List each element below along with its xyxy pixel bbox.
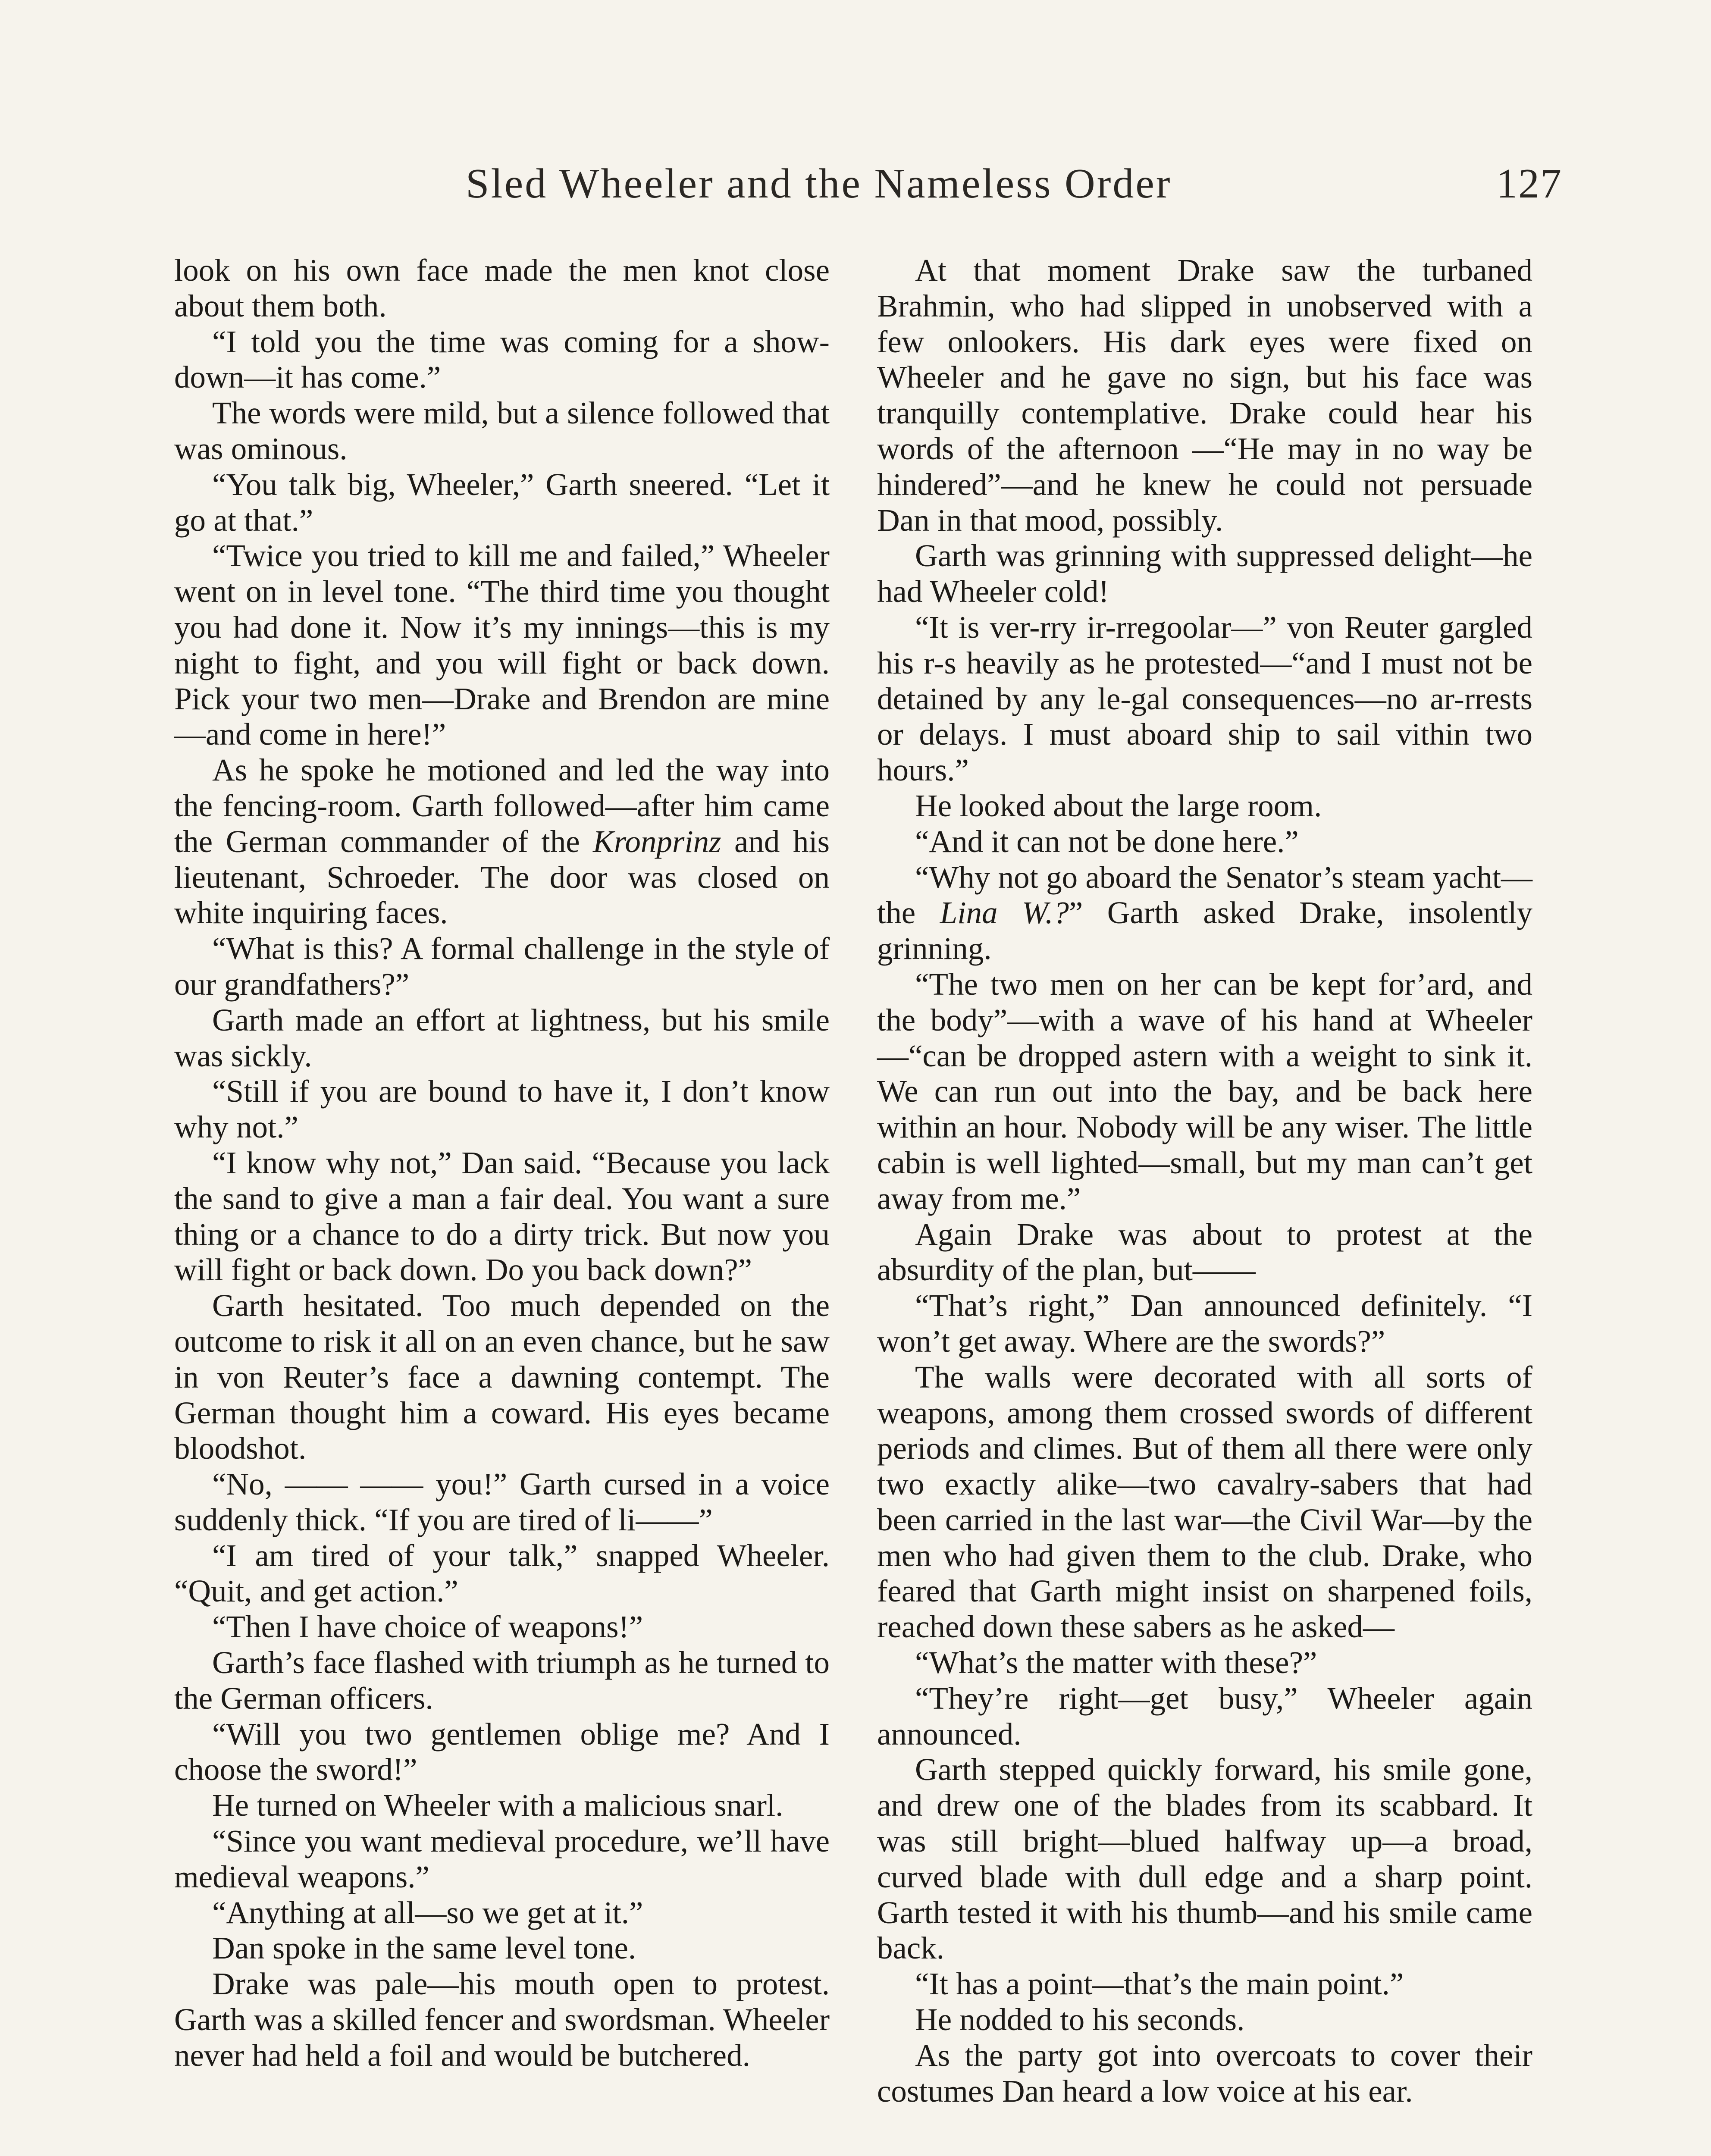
paragraph: The words were mild, but a silence followed that was ominous.: [174, 395, 830, 466]
paragraph: “Since you want medieval procedure, we’ll have medieval weapons.”: [174, 1824, 830, 1894]
paragraph: Garth stepped quickly forward, his smile gone, and drew one of the blades from its scabbard. It was still bright—blued halfway up—a broad, curved blade with dull edge and a sharp point. Garth tested it with his thumb—and his smile came back.: [877, 1752, 1532, 1966]
paragraph-text: and his lieutenant, Schroeder. The door was closed on white inquiring faces.: [174, 824, 830, 931]
paragraph: “No, —— —— you!” Garth cursed in a voice suddenly thick. “If you are tired of li——”: [174, 1467, 830, 1537]
paragraph: “The two men on her can be kept for’ard, and the body”—with a wave of his hand at Wheeler—“can be dropped astern with a weight to sink it. We can run out into the bay, and be back here within an hour. Nobody will be any wiser. The little cabin is well lighted—small, but my man can’t get away from me.”: [877, 966, 1532, 1216]
left-column: [174, 253, 830, 2074]
paragraph: “They’re right—get busy,” Wheeler again announced.: [877, 1680, 1532, 1752]
paragraph: Garth was grinning with suppressed delight—he had Wheeler cold!: [877, 538, 1532, 609]
paragraph: “Then I have choice of weapons!”: [212, 1609, 643, 1645]
paragraph: [174, 752, 830, 931]
paragraph: Garth hesitated. Too much depended on the outcome to risk it all on an even chance, but he saw in von Reuter’s face a dawning contempt. The German thought him a coward. His eyes became bloodshot.: [174, 1288, 830, 1466]
paragraph: “It is ver-rry ir-rregoolar—” von Reuter gargled his r-s heavily as he protested—“and I must not be detained by any le-gal consequences—no ar-rrests or delays. I must aboard ship to sail vithin two hours.”: [877, 609, 1532, 788]
paragraph: The walls were decorated with all sorts of weapons, among them crossed swords of different periods and climes. But of them all there were only two exactly alike—two cavalry-sabers that had been carried in the last war—the Civil War—by the men who had given them to the club. Drake, who feared that Garth might insist on sharpened foils, reached down these sabers as he asked—: [877, 1359, 1532, 1645]
paragraph: Dan spoke in the same level tone.: [212, 1930, 636, 1966]
page-number: 127: [1496, 160, 1562, 207]
paragraph: “Will you two gentlemen oblige me? And I choose the sword!”: [174, 1716, 830, 1787]
right-column: [877, 253, 1532, 2109]
paragraph: He nodded to his seconds.: [915, 2002, 1245, 2037]
paragraph: “Twice you tried to kill me and failed,” Wheeler went on in level tone. “The third time you thought you had done it. Now it’s my innings—this is my night to fight, and you will fight or back down. Pick your two men—Drake and Brendon are mine—and come in here!”: [174, 538, 830, 752]
paragraph: “I am tired of your talk,” snapped Wheeler. “Quit, and get action.”: [174, 1538, 830, 1609]
paragraph-text: “Why not go aboard the Senator’s steam yacht—the: [877, 859, 1532, 931]
paragraph: As the party got into overcoats to cover their costumes Dan heard a low voice at his ear.: [877, 2037, 1532, 2109]
ship-name: Kronprinz: [593, 824, 721, 859]
paragraph: “What is this? A formal challenge in the style of our grandfathers?”: [174, 931, 830, 1002]
paragraph: “Anything at all—so we get at it.”: [212, 1895, 643, 1930]
paragraph-text: ” Garth asked Drake, insolently grinning.: [877, 895, 1532, 966]
paragraph: “Still if you are bound to have it, I don’t know why not.”: [174, 1074, 830, 1145]
running-title: Sled Wheeler and the Nameless Order: [466, 160, 1172, 207]
paragraph: He turned on Wheeler with a malicious snarl.: [212, 1788, 783, 1823]
paragraph: “And it can not be done here.”: [915, 824, 1299, 859]
paragraph: “You talk big, Wheeler,” Garth sneered. “Let it go at that.”: [174, 467, 830, 538]
paragraph: He looked about the large room.: [915, 788, 1322, 823]
paragraph-text: As he spoke he motioned and led the way into the fencing-room. Garth followed—after him came the German commander of the: [174, 752, 830, 859]
paragraph: At that moment Drake saw the turbaned Brahmin, who had slipped in unobserved with a few onlookers. His dark eyes were fixed on Wheeler and he gave no sign, but his face was tranquilly contemplative. Drake could hear his words of the afternoon —“He may in no way be hindered”—and he knew he could not persuade Dan in that mood, possibly.: [877, 253, 1532, 538]
paragraph: look on his own face made the men knot close about them both.: [174, 253, 830, 323]
paragraph: Drake was pale—his mouth open to protest. Garth was a skilled fencer and swordsman. Wheeler never had held a foil and would be butchered.: [174, 1966, 830, 2073]
paragraph: Garth made an effort at lightness, but his smile was sickly.: [174, 1002, 830, 1073]
paragraph: “I know why not,” Dan said. “Because you lack the sand to give a man a fair deal. You want a sure thing or a chance to do a dirty trick. But now you will fight or back down. Do you back down?”: [174, 1145, 830, 1288]
paragraph: [877, 860, 1532, 967]
paragraph: “That’s right,” Dan announced definitely. “I won’t get away. Where are the swords?”: [877, 1288, 1532, 1359]
paragraph: “I told you the time was coming for a show-down—it has come.”: [174, 324, 830, 395]
yacht-name: Lina W.?: [940, 895, 1069, 931]
paragraph: “What’s the matter with these?”: [915, 1645, 1317, 1680]
paragraph: Again Drake was about to protest at the absurdity of the plan, but——: [877, 1216, 1532, 1288]
paragraph: “It has a point—that’s the main point.”: [915, 1966, 1404, 2002]
paragraph: Garth’s face flashed with triumph as he turned to the German officers.: [174, 1645, 830, 1716]
page-header: [0, 160, 1711, 211]
